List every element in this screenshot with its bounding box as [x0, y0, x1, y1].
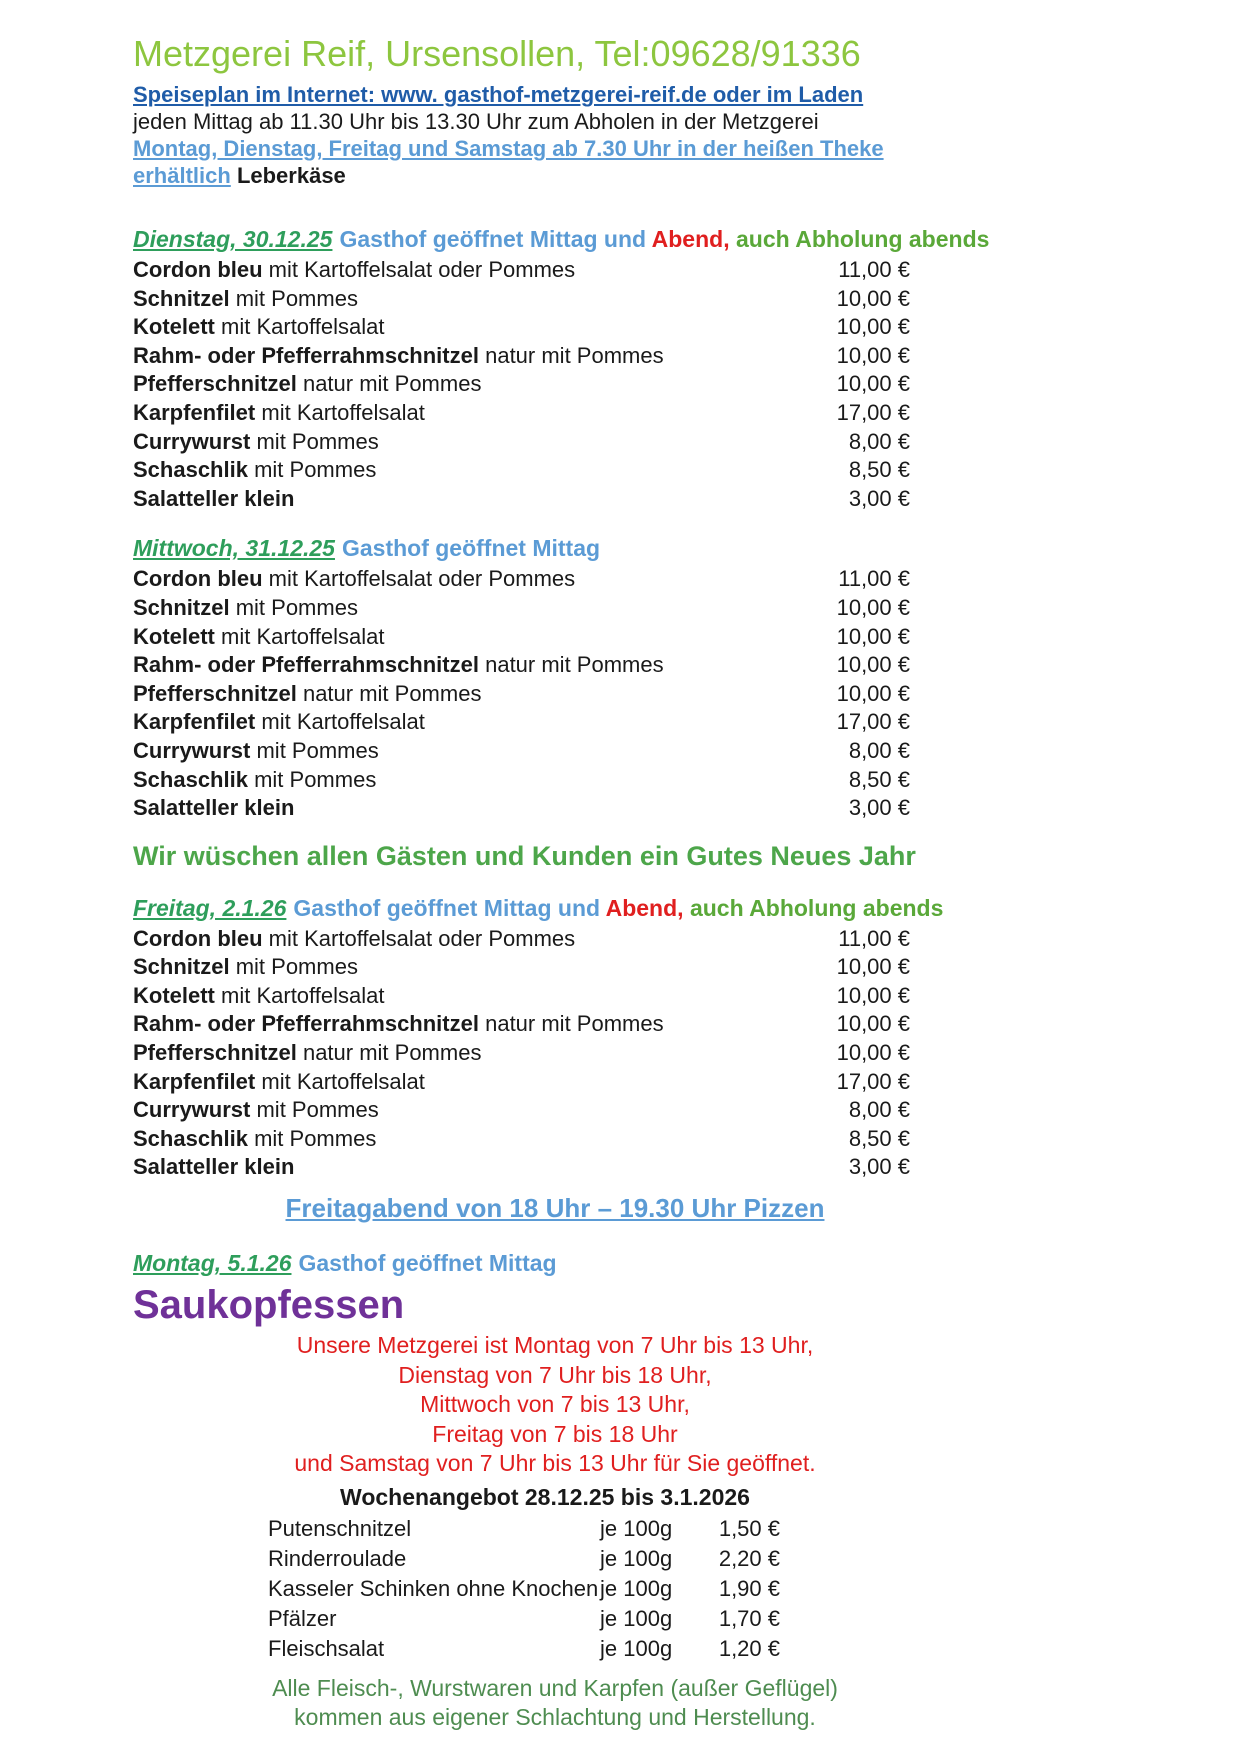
theke-line — [133, 135, 925, 189]
menu-item-row — [133, 925, 910, 954]
section-montag — [133, 1249, 910, 1278]
offer-name: Rinderroulade — [268, 1545, 407, 1571]
item-description: natur mit Pommes — [302, 371, 482, 397]
text-line: und Samstag von 7 Uhr bis 13 Uhr für Sie geöffnet. — [294, 1450, 816, 1477]
new-year-greeting: Wir wüschen allen Gästen und Kunden ein Gutes Neues Jahr — [133, 840, 916, 871]
menu-item-text — [133, 370, 815, 399]
item-name: Cordon bleu — [133, 925, 263, 951]
offer-price: 1,20 € — [718, 1635, 780, 1661]
item-price: 17,00 € — [836, 709, 910, 735]
item-price: 8,00 € — [848, 737, 910, 763]
text-line: Unsere Metzgerei ist Montag von 7 Uhr bis 13 Uhr, — [296, 1332, 814, 1359]
section-mittwoch — [133, 534, 910, 822]
menu-item-text — [133, 1010, 815, 1039]
text-line: Mittwoch von 7 bis 13 Uhr, — [420, 1391, 690, 1418]
menu-item-text — [133, 708, 815, 737]
menu-item-text — [133, 680, 815, 709]
item-description: mit Kartoffelsalat oder Pommes — [268, 566, 576, 592]
section-open-info: Gasthof geöffnet Mittag — [298, 1250, 557, 1277]
item-price: 10,00 € — [836, 954, 910, 980]
menu-item-text — [133, 256, 815, 285]
item-description: mit Pommes — [235, 954, 358, 980]
pizza-evening-text: Freitagabend von 18 Uhr – 19.30 Uhr Pizzen — [285, 1193, 825, 1224]
section-open-info: Gasthof geöffnet Mittag und — [339, 226, 647, 252]
item-price: 10,00 € — [836, 1040, 910, 1066]
item-description: natur mit Pommes — [485, 1011, 664, 1037]
internet-line: Speiseplan im Internet: www. gasthof-metzgerei-reif.de oder im Laden — [133, 82, 864, 107]
page-title: Metzgerei Reif, Ursensollen, Tel:09628/91336 — [133, 33, 861, 74]
item-name: Salatteller klein — [133, 795, 295, 821]
item-price: 3,00 € — [848, 795, 910, 821]
offer-unit: je 100g — [600, 1605, 673, 1631]
menu-item-row — [133, 456, 910, 485]
item-description: mit Kartoffelsalat — [261, 399, 425, 425]
menu-item-row — [133, 1125, 910, 1154]
offer-unit: je 100g — [600, 1515, 673, 1541]
item-name: Schnitzel — [133, 285, 230, 311]
item-description: mit Pommes — [254, 1125, 377, 1151]
item-price: 10,00 € — [836, 652, 910, 678]
menu-item-text — [133, 982, 815, 1011]
menu-item-list — [133, 256, 910, 513]
section-date: Dienstag, 30.12.25 — [133, 226, 333, 252]
item-price: 10,00 € — [836, 371, 910, 397]
item-name: Pfefferschnitzel — [133, 680, 297, 706]
item-description: natur mit Pommes — [302, 680, 482, 706]
item-name: Karpfenfilet — [133, 399, 256, 425]
menu-item-text — [133, 285, 815, 314]
item-description: mit Kartoffelsalat — [221, 982, 385, 1008]
item-price: 10,00 € — [836, 285, 910, 311]
offer-name: Putenschnitzel — [268, 1515, 412, 1541]
item-description: mit Kartoffelsalat — [221, 623, 385, 649]
menu-item-text — [133, 485, 815, 514]
text-line: Alle Fleisch-, Wurstwaren und Karpfen (außer Geflügel) — [272, 1674, 838, 1701]
item-price: 10,00 € — [836, 314, 910, 340]
item-description: mit Kartoffelsalat oder Pommes — [268, 257, 576, 282]
item-description: mit Pommes — [254, 766, 377, 792]
menu-document — [133, 0, 990, 1732]
menu-item-row — [133, 428, 910, 457]
section-date: Mittwoch, 31.12.25 — [133, 535, 335, 562]
item-description: mit Pommes — [256, 428, 379, 454]
offer-price: 1,50 € — [718, 1515, 780, 1541]
item-price: 3,00 € — [848, 1154, 910, 1180]
menu-item-text — [133, 766, 815, 795]
menu-item-text — [133, 794, 815, 823]
menu-item-text — [133, 953, 815, 982]
item-price: 17,00 € — [836, 1068, 910, 1094]
offer-name: Fleischsalat — [268, 1635, 385, 1661]
item-name: Currywurst — [133, 1097, 251, 1123]
offer-price: 2,20 € — [718, 1545, 780, 1571]
item-description: mit Pommes — [254, 457, 377, 483]
item-price: 11,00 € — [838, 925, 910, 951]
menu-item-row — [133, 708, 910, 737]
item-price: 10,00 € — [836, 680, 910, 706]
item-price: 8,50 € — [848, 766, 910, 792]
section-heading — [133, 894, 944, 923]
item-price: 3,00 € — [848, 485, 910, 511]
item-name: Rahm- oder Pfefferrahmschnitzel — [133, 1011, 479, 1037]
weekly-offer-row — [268, 1574, 780, 1604]
menu-item-row — [133, 1153, 910, 1182]
item-price: 10,00 € — [836, 982, 910, 1008]
item-description: mit Pommes — [256, 1097, 379, 1123]
menu-item-text — [133, 428, 815, 457]
menu-item-row — [133, 485, 910, 514]
item-description: mit Pommes — [256, 737, 379, 763]
offer-name: Kasseler Schinken ohne Knochen — [268, 1575, 599, 1601]
text-line: Dienstag von 7 Uhr bis 18 Uhr, — [398, 1361, 712, 1388]
item-name: Salatteller klein — [133, 485, 295, 511]
section-dienstag — [133, 225, 990, 513]
menu-item-text — [133, 313, 815, 342]
item-name: Schaschlik — [133, 766, 248, 792]
item-description: mit Kartoffelsalat — [261, 709, 425, 735]
menu-item-text — [133, 1039, 815, 1068]
item-price: 11,00 € — [838, 257, 910, 282]
theke-product-label: Leberkäse — [236, 163, 346, 188]
item-description: mit Pommes — [235, 285, 358, 311]
item-name: Kotelett — [133, 982, 215, 1008]
menu-item-row — [133, 766, 910, 795]
offer-name: Pfälzer — [268, 1605, 337, 1631]
menu-item-text — [133, 594, 815, 623]
item-name: Karpfenfilet — [133, 1068, 256, 1094]
text-line: Freitag von 7 bis 18 Uhr — [432, 1420, 678, 1447]
menu-item-text — [133, 1096, 815, 1125]
offer-unit: je 100g — [600, 1545, 673, 1571]
weekly-offer-row — [268, 1604, 780, 1634]
menu-item-row — [133, 680, 910, 709]
menu-item-row — [133, 399, 910, 428]
item-name: Schaschlik — [133, 1125, 248, 1151]
item-price: 10,00 € — [836, 342, 910, 368]
section-date: Freitag, 2.1.26 — [133, 894, 287, 921]
section-open-info: Gasthof geöffnet Mittag und — [293, 894, 601, 921]
menu-item-row — [133, 256, 910, 285]
menu-item-text — [133, 1068, 815, 1097]
section-open-info: Gasthof geöffnet Mittag — [341, 535, 601, 562]
section-freitag — [133, 894, 944, 1182]
weekly-offer-row — [268, 1544, 780, 1574]
item-price: 17,00 € — [836, 399, 910, 425]
item-name: Currywurst — [133, 428, 251, 454]
offer-unit: je 100g — [600, 1635, 673, 1661]
menu-item-row — [133, 370, 910, 399]
item-description: mit Kartoffelsalat — [221, 314, 385, 340]
menu-item-row — [133, 982, 910, 1011]
section-heading — [133, 1249, 910, 1278]
section-open-evening: Abend, — [605, 894, 684, 921]
item-name: Karpfenfilet — [133, 709, 256, 735]
menu-item-row — [133, 1010, 910, 1039]
opening-hours-block — [133, 1331, 977, 1479]
item-price: 8,50 € — [848, 1125, 910, 1151]
menu-item-text — [133, 565, 815, 594]
item-name: Cordon bleu — [133, 257, 263, 282]
weekly-offer-title: Wochenangebot 28.12.25 bis 3.1.2026 — [340, 1483, 750, 1510]
menu-item-row — [133, 1096, 910, 1125]
menu-item-row — [133, 594, 910, 623]
item-name: Schaschlik — [133, 457, 248, 483]
menu-item-text — [133, 1153, 815, 1182]
section-pickup-note: auch Abholung abends — [735, 226, 990, 252]
offer-price: 1,90 € — [718, 1575, 780, 1601]
item-price: 10,00 € — [836, 1011, 910, 1037]
item-price: 8,00 € — [848, 1097, 910, 1123]
item-name: Salatteller klein — [133, 1154, 295, 1180]
origin-note — [133, 1674, 977, 1732]
menu-item-text — [133, 925, 815, 954]
menu-item-row — [133, 737, 910, 766]
item-name: Pfefferschnitzel — [133, 371, 297, 397]
pizza-evening-note — [133, 1192, 977, 1224]
item-price: 11,00 € — [838, 566, 910, 592]
menu-item-row — [133, 651, 910, 680]
section-date: Montag, 5.1.26 — [133, 1250, 292, 1277]
item-name: Cordon bleu — [133, 566, 263, 592]
menu-item-text — [133, 623, 815, 652]
item-name: Currywurst — [133, 737, 251, 763]
offer-price: 1,70 € — [718, 1605, 780, 1631]
menu-item-row — [133, 1039, 910, 1068]
weekly-offer-row — [268, 1514, 780, 1544]
menu-item-row — [133, 1068, 910, 1097]
menu-item-row — [133, 794, 910, 823]
item-name: Kotelett — [133, 314, 215, 340]
weekly-offer-row — [268, 1634, 780, 1664]
menu-item-row — [133, 565, 910, 594]
menu-item-text — [133, 399, 815, 428]
section-heading — [133, 225, 990, 254]
offer-unit: je 100g — [600, 1575, 673, 1601]
item-name: Rahm- oder Pfefferrahmschnitzel — [133, 342, 479, 368]
menu-item-list — [133, 565, 910, 822]
item-price: 10,00 € — [836, 594, 910, 620]
item-description: natur mit Pommes — [302, 1040, 482, 1066]
section-heading — [133, 534, 910, 563]
menu-item-text — [133, 456, 815, 485]
menu-item-row — [133, 285, 910, 314]
item-name: Schnitzel — [133, 594, 230, 620]
item-name: Schnitzel — [133, 954, 230, 980]
item-price: 8,00 € — [848, 428, 910, 454]
theke-availability-text: Montag, Dienstag, Freitag und Samstag ab 7.30 Uhr in der heißen Theke erhältlich — [133, 136, 884, 188]
saukopfessen-headline: Saukopfessen — [133, 1283, 405, 1328]
item-description: mit Pommes — [235, 594, 358, 620]
menu-item-text — [133, 1125, 815, 1154]
section-open-evening: Abend, — [651, 226, 730, 252]
item-price: 8,50 € — [848, 457, 910, 483]
item-description: mit Kartoffelsalat oder Pommes — [268, 925, 576, 951]
item-name: Kotelett — [133, 623, 215, 649]
item-name: Pfefferschnitzel — [133, 1040, 297, 1066]
text-line: kommen aus eigener Schlachtung und Herstellung. — [294, 1703, 816, 1730]
pickup-line: jeden Mittag ab 11.30 Uhr bis 13.30 Uhr zum Abholen in der Metzgerei — [133, 109, 819, 134]
weekly-offer-list — [268, 1514, 910, 1664]
menu-item-list — [133, 925, 910, 1182]
item-price: 10,00 € — [836, 623, 910, 649]
section-pickup-note: auch Abholung abends — [689, 894, 944, 921]
menu-item-text — [133, 737, 815, 766]
menu-item-row — [133, 342, 910, 371]
item-description: mit Kartoffelsalat — [261, 1068, 425, 1094]
menu-item-row — [133, 953, 910, 982]
menu-item-text — [133, 651, 815, 680]
item-name: Rahm- oder Pfefferrahmschnitzel — [133, 652, 479, 678]
menu-item-text — [133, 342, 815, 371]
menu-item-row — [133, 623, 910, 652]
menu-item-row — [133, 313, 910, 342]
item-description: natur mit Pommes — [485, 342, 664, 368]
item-description: natur mit Pommes — [485, 652, 664, 678]
